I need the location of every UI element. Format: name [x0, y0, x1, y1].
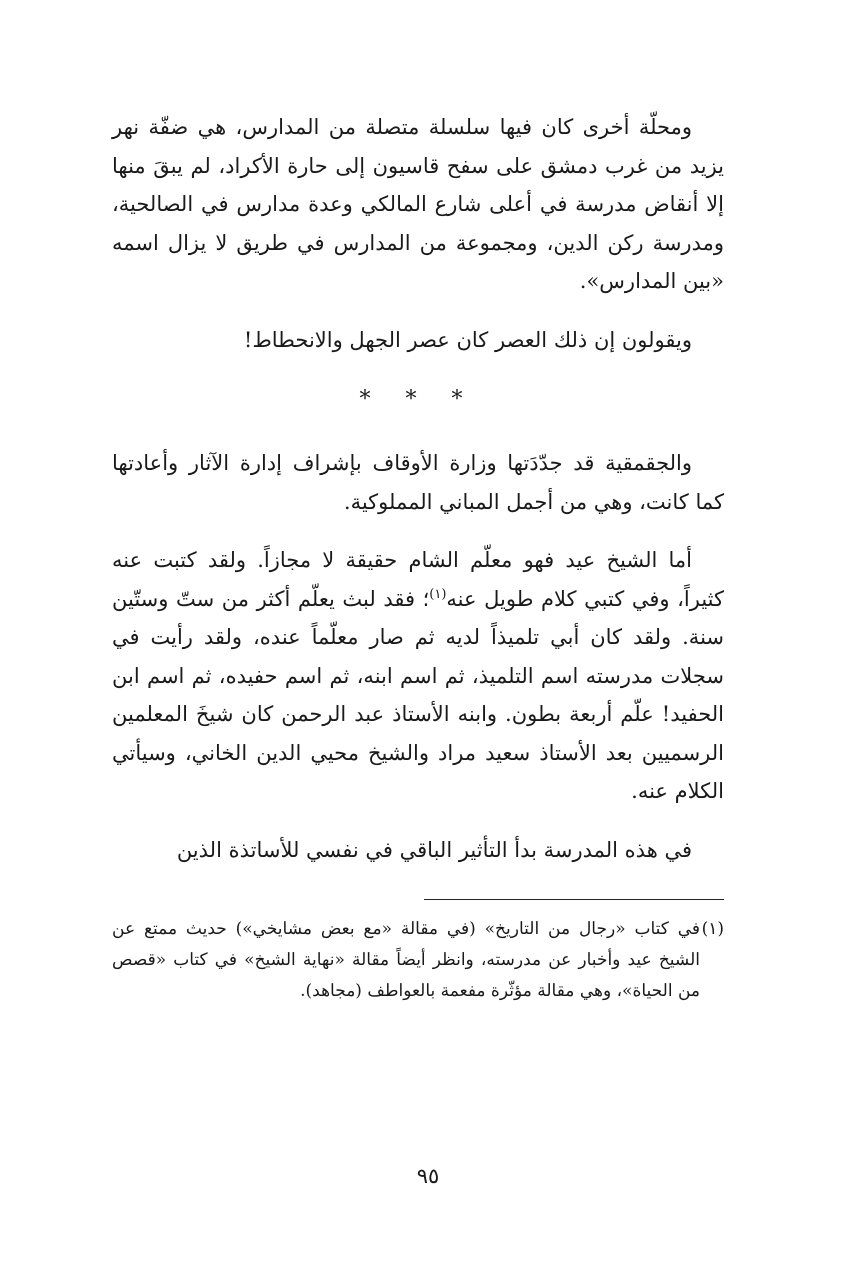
sheikh-eid-text-start: أما الشيخ عيد فهو معلّم الشام حقيقة لا مجازاً. ولقد كتبت عنه كثيراً، وفي كتبي كلام طويل عنه: [112, 548, 725, 611]
footnote-number: (١): [701, 919, 724, 939]
footnote: [112, 914, 724, 1007]
footnote-text: في كتاب «رجال من التاريخ» (في مقالة «مع بعض مشايخي») حديث ممتع عن الشيخ عيد وأخبار عن مدرسته، وانظر أيضاً مقالة «نهاية الشيخ» في كتاب «قصص من الحياة»، وهي مقالة مؤثّرة مفعمة بالعواطف (مجاهد).: [112, 919, 700, 1001]
paragraph-exclamation: ويقولون إن ذلك العصر كان عصر الجهل والانحطاط!: [243, 327, 692, 352]
paragraph-madaris: ومحلّة أخرى كان فيها سلسلة متصلة من المدارس، هي ضفّة نهر يزيد من غرب دمشق على سفح قاسيون إلى حارة الأكراد، لم يبقَ منها إلا أنقاض مدرسة في أعلى شارع المالكي وعدة مدارس في الصالحية، ومدرسة ركن الدين، ومجموعة من المدارس في طريق لا يزال اسمه «بين المدارس».: [112, 115, 724, 293]
paragraph-influence: في هذه المدرسة بدأ التأثير الباقي في نفسي للأساتذة الذين: [176, 837, 692, 862]
section-separator: * * *: [359, 387, 477, 412]
paragraph-jaqmaqiya: والجقمقية قد جدّدَتها وزارة الأوقاف بإشراف إدارة الآثار وأعادتها كما كانت، وهي من أجمل المباني المملوكية.: [112, 451, 724, 514]
footnote-reference: (١): [429, 586, 447, 602]
paragraph-sheikh-eid: [112, 541, 724, 811]
page-number: ٩٥: [416, 1164, 440, 1188]
page-body: [112, 108, 724, 1007]
sheikh-eid-text-end: ؛ فقد لبث يعلّم أكثر من ستّ وستّين سنة. ولقد كان أبي تلميذاً لديه ثم صار معلّماً عنده، ولقد رأيت في سجلات مدرسته اسم التلميذ، ثم اسم ابنه، ثم اسم حفيده، ثم اسم ابن الحفيد! علّم أربعة بطون. وابنه الأستاذ عبد الرحمن كان شيخَ المعلمين الرسميين بعد الأستاذ سعيد مراد والشيخ محيي الدين الخاني، وسيأتي الكلام عنه.: [112, 586, 724, 803]
footnote-divider: [424, 899, 724, 900]
